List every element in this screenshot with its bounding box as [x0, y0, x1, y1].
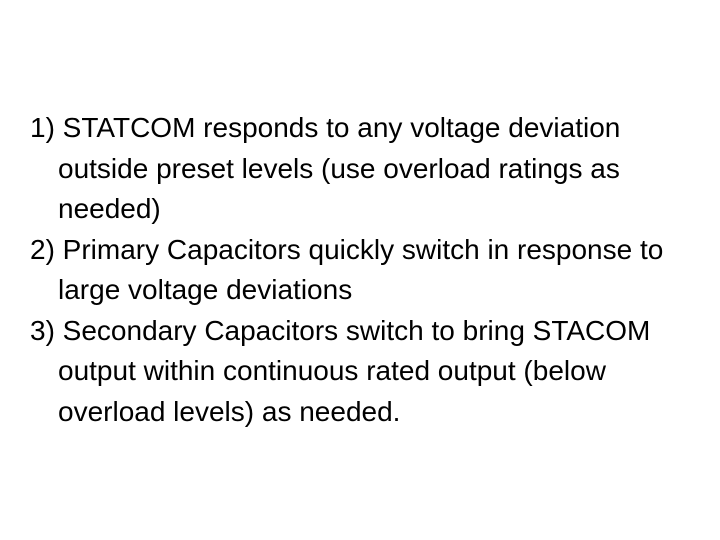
list-item-3: 3) Secondary Capacitors switch to bring STACOM output within continuous rated output (below overload levels) as needed.	[30, 314, 651, 427]
list-item-1: 1) STATCOM responds to any voltage deviation outside preset levels (use overload ratings as needed)	[30, 112, 621, 224]
numbered-list	[30, 108, 700, 432]
list-item-2: 2) Primary Capacitors quickly switch in response to large voltage deviations	[30, 233, 664, 305]
